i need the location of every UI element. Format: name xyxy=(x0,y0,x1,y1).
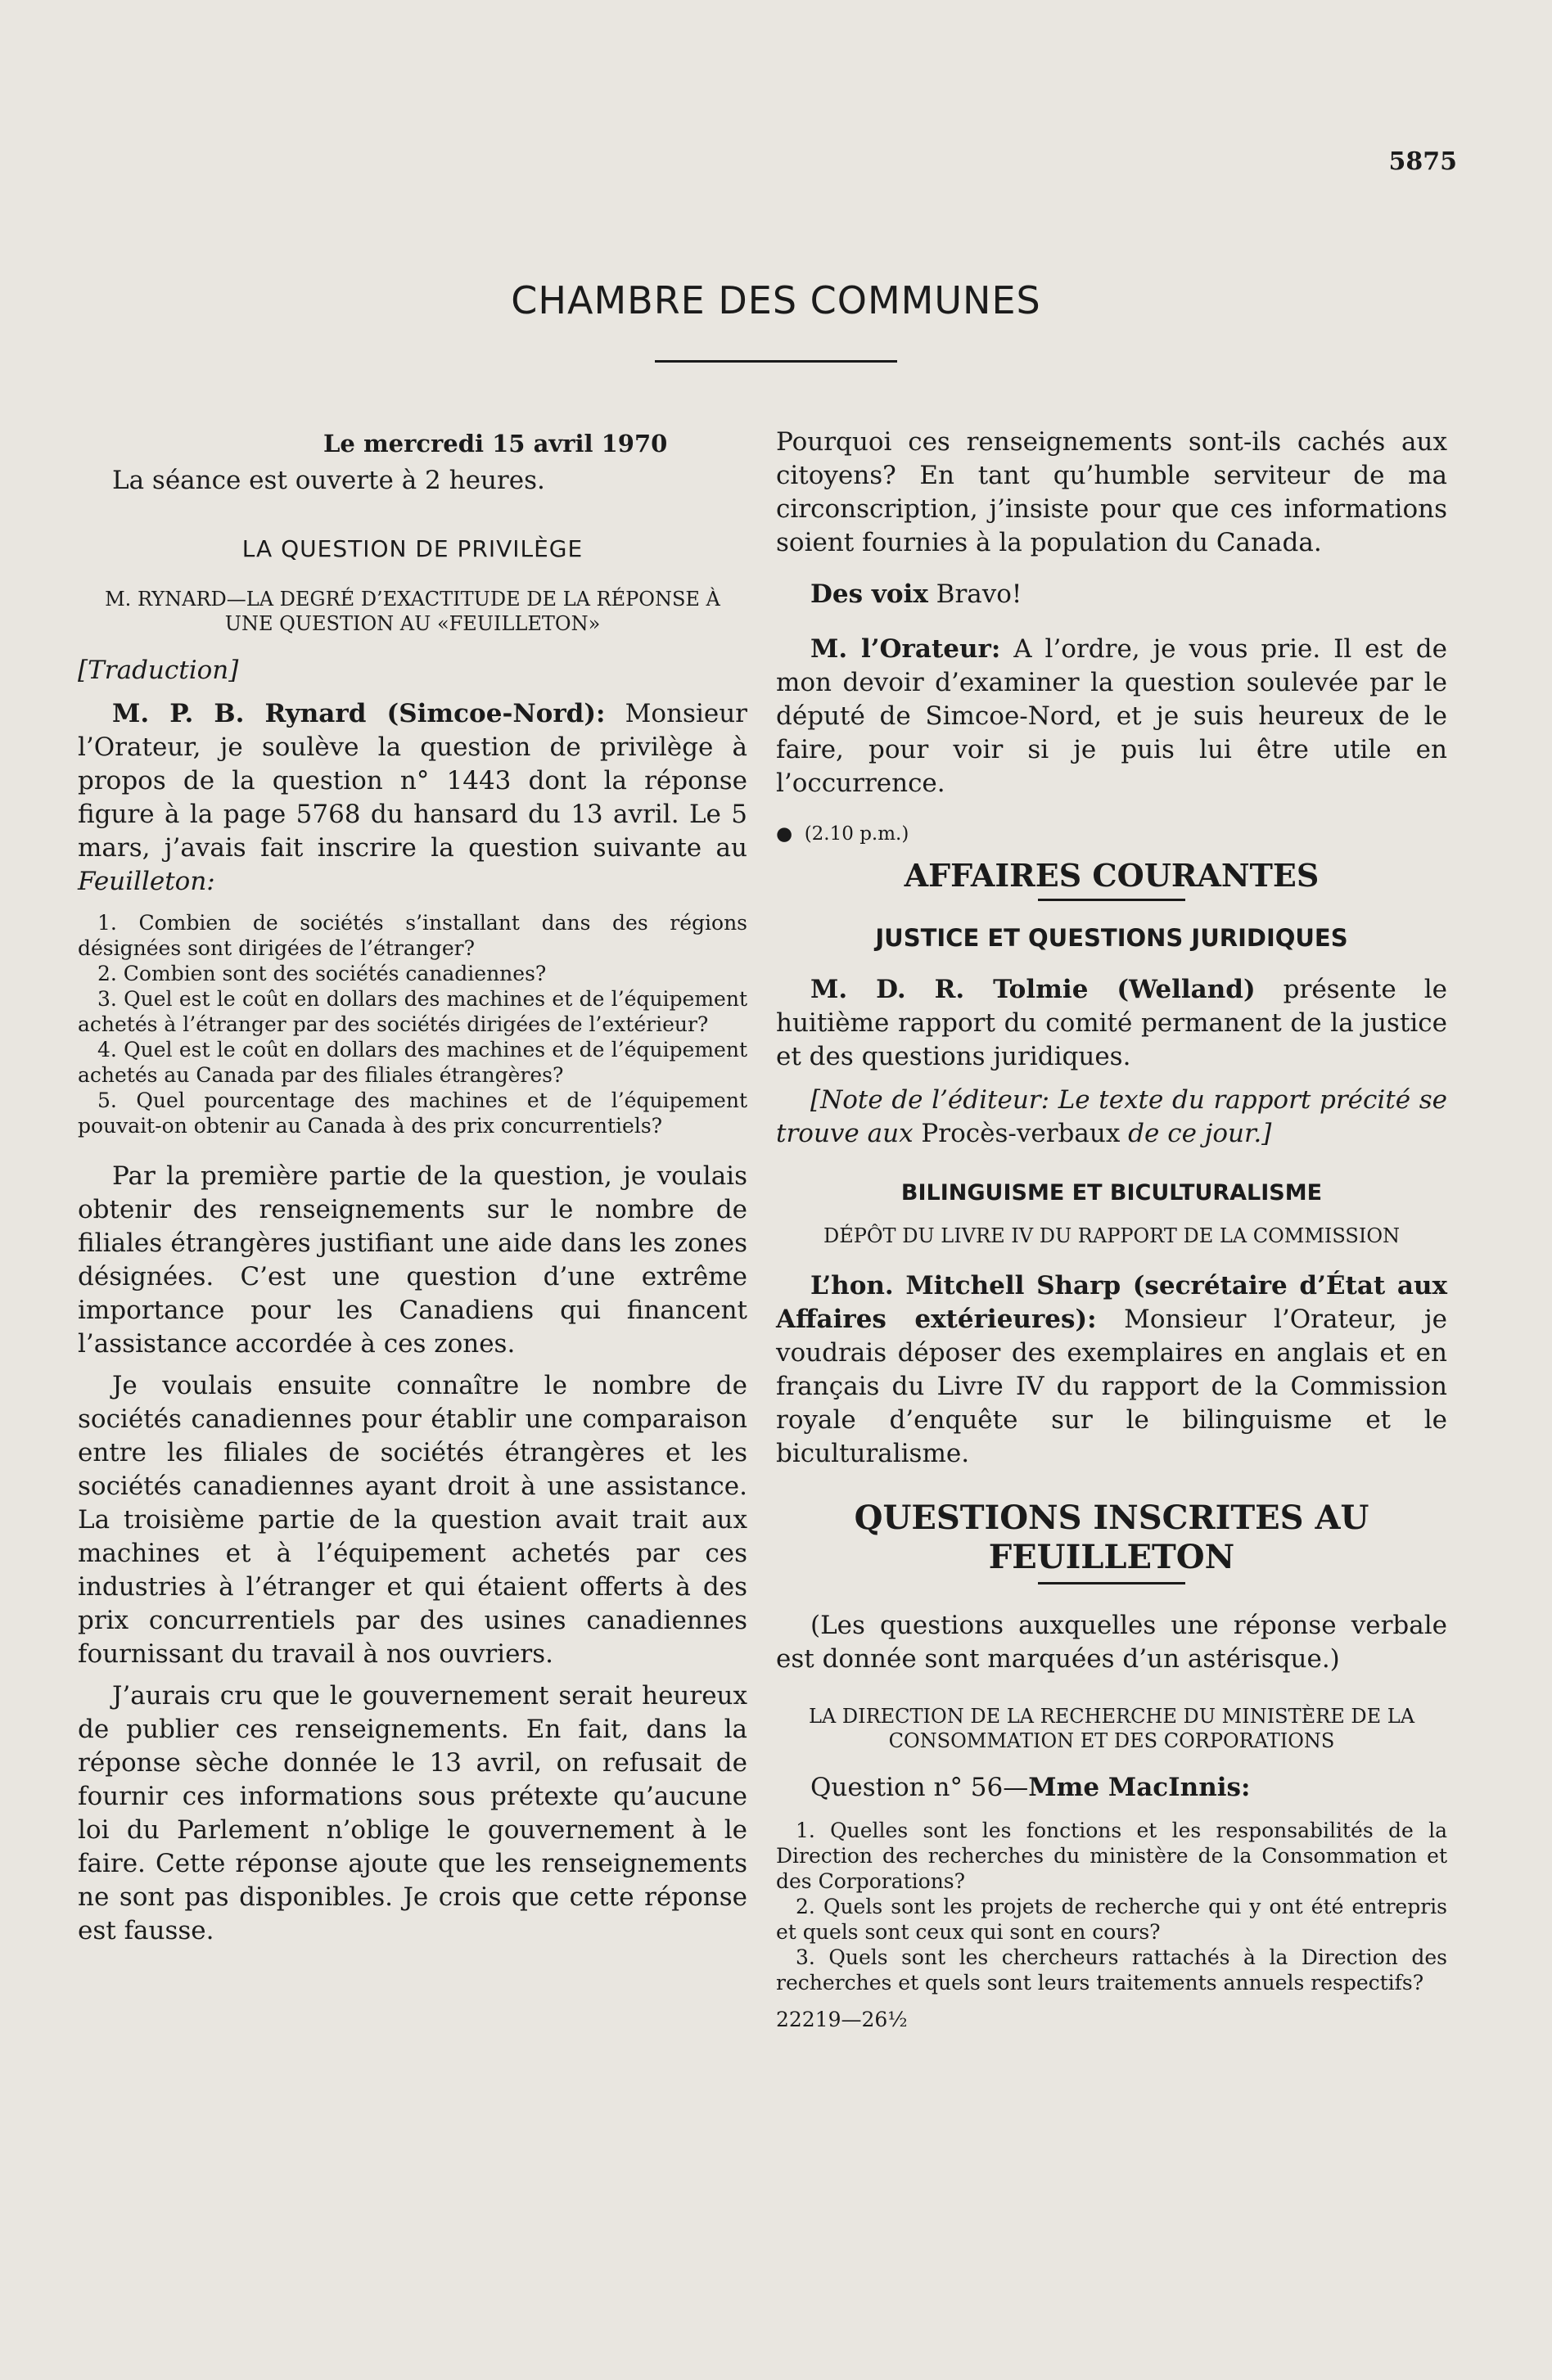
bilinguisme-heading: BILINGUISME ET BICULTURALISME xyxy=(900,1180,1323,1206)
opening-line: La séance est ouverte à 2 heures. xyxy=(112,466,545,495)
question-item: 4. Quel est le coût en dollars des machines et de l’équipement achetés au Canada par des filiales étrangères? xyxy=(78,1038,747,1087)
question-item: 5. Quel pourcentage des machines et de l’équipement pouvait-on obtenir au Canada à des prix concurrentiels? xyxy=(78,1089,747,1138)
note-part: Procès-verbaux xyxy=(921,1119,1121,1148)
editor-note xyxy=(776,1084,1447,1151)
page-title: CHAMBRE DES COMMUNES xyxy=(511,278,1041,322)
body-paragraph: Je voulais ensuite connaître le nombre de sociétés canadiennes pour établir une comparaison entre les filiales de sociétés étrangères et les sociétés canadiennes ayant droit à une assistance. La troisième partie de la question avait trait aux machines et à l’équipement achetés par ces industries à l’étranger et qui étaient offerts à des prix concurrentiels par des usines canadiennes fournissant du travail à nos ouvriers. xyxy=(78,1371,747,1669)
rynard-speech-text: Monsieur l’Orateur, je soulève la question de privilège à propos de la question n° 1443 dont la réponse figure à la page 5768 du hansard du 13 avril. Le 5 mars, j’avais fait inscrire la question suivante au xyxy=(78,699,747,863)
voix-line xyxy=(776,578,1447,611)
time-text: (2.10 p.m.) xyxy=(804,823,909,845)
question-header xyxy=(776,1771,1447,1805)
question-item: 1. Combien de sociétés s’installant dans des régions désignées sont dirigées de l’étranger? xyxy=(78,911,747,960)
question-label: Question n° 56— xyxy=(810,1773,1029,1802)
title-rule xyxy=(655,360,897,363)
questions-heading: QUESTIONS INSCRITES AU FEUILLETON xyxy=(854,1499,1369,1576)
question-item: 2. Combien sont des sociétés canadiennes? xyxy=(97,962,547,985)
sharp-text: Monsieur l’Orateur, je voudrais déposer des exemplaires en anglais et en français du Livre IV du rapport de la Commission royale d’enquête sur le bilinguisme et le biculturalisme. xyxy=(776,1305,1447,1468)
speaker-orateur: M. l’Orateur: xyxy=(810,634,1001,664)
footer-code: 22219—26½ xyxy=(776,2008,908,2031)
right-column xyxy=(776,426,1447,2032)
orateur-speech xyxy=(776,633,1447,800)
page-number: 5875 xyxy=(1388,147,1457,176)
orateur-text: A l’ordre, je vous prie. Il est de mon devoir d’examiner la question soulevée par le député de Simcoe-Nord, et je suis heureux de le faire, pour voir si je puis lui être utile en l’occurrence. xyxy=(776,634,1447,798)
tolmie-line xyxy=(776,973,1447,1074)
body-paragraph: Pourquoi ces renseignements sont-ils cachés aux citoyens? En tant qu’humble serviteur de ma circonscription, j’insiste pour que ces informations soient fournies à la population du Canada. xyxy=(776,427,1447,557)
session-date: Le mercredi 15 avril 1970 xyxy=(323,430,668,458)
speaker-voix: Des voix xyxy=(810,579,928,609)
question-item: 2. Quels sont les projets de recherche qui y ont été entrepris et quels sont ceux qui sont en cours? xyxy=(776,1895,1447,1944)
section-rule xyxy=(1038,1582,1185,1584)
rynard-speech xyxy=(78,697,747,899)
affaires-heading: AFFAIRES COURANTES xyxy=(904,857,1320,894)
speaker-sharp: L’hon. Mitchell Sharp (secrétaire d’État aux Affaires extérieures): xyxy=(776,1271,1447,1334)
left-column xyxy=(78,426,747,1948)
traduction-note: [Traduction] xyxy=(78,656,239,685)
body-paragraph: Par la première partie de la question, je voulais obtenir des renseignements sur le nombre de filiales étrangères justifiant une aide dans les zones désignées. C’est une question d’une extrême importance pour les Canadiens qui financent l’assistance accordée à ces zones. xyxy=(78,1161,747,1359)
speaker-tolmie: M. D. R. Tolmie (Welland) xyxy=(810,975,1256,1004)
feuilleton-word: Feuilleton: xyxy=(78,867,215,896)
bullet-icon: ● xyxy=(776,823,793,845)
voix-text: Bravo! xyxy=(936,579,1022,609)
questions-note: (Les questions auxquelles une réponse verbale est donnée sont marquées d’un astérisque.) xyxy=(776,1611,1447,1674)
privilege-subheading: M. RYNARD—LA DEGRÉ D’EXACTITUDE DE LA RÉPONSE À UNE QUESTION AU «FEUILLETON» xyxy=(105,588,720,635)
question-item: 1. Quelles sont les fonctions et les responsabilités de la Direction des recherches du ministère de la Consommation et des Corporations? xyxy=(776,1819,1447,1893)
depot-heading: DÉPÔT DU LIVRE IV DU RAPPORT DE LA COMMISSION xyxy=(823,1224,1401,1247)
question-asker: Mme MacInnis: xyxy=(1028,1773,1251,1802)
question-item: 3. Quels sont les chercheurs rattachés à la Direction des recherches et quels sont leurs traitements annuels respectifs? xyxy=(776,1945,1447,1995)
section-rule xyxy=(1038,899,1185,901)
note-part: [Note de l’éditeur: Le texte du rapport précité se trouve aux xyxy=(776,1085,1447,1148)
tolmie-text: présente le huitième rapport du comité permanent de la justice et des questions juridiques. xyxy=(776,975,1447,1071)
rynard-questions xyxy=(78,910,747,1138)
body-paragraph: J’aurais cru que le gouvernement serait heureux de publier ces renseignements. En fait, dans la réponse sèche donnée le 13 avril, on refusait de fournir ces informations sous prétexte qu’aucune loi du Parlement n’oblige le gouvernement à le faire. Cette réponse ajoute que les renseignements ne sont pas disponibles. Je crois que cette réponse est fausse. xyxy=(78,1681,747,1945)
note-part: de ce jour.] xyxy=(1128,1119,1272,1148)
direction-heading: LA DIRECTION DE LA RECHERCHE DU MINISTÈRE DE LA CONSOMMATION ET DES CORPORATIONS xyxy=(808,1705,1415,1752)
justice-heading: JUSTICE ET QUESTIONS JURIDIQUES xyxy=(875,924,1348,952)
privilege-heading: LA QUESTION DE PRIVILÈGE xyxy=(241,535,584,562)
sharp-speech xyxy=(776,1269,1447,1471)
macinnis-questions xyxy=(776,1818,1447,1995)
time-marker xyxy=(776,823,1447,845)
question-item: 3. Quel est le coût en dollars des machines et de l’équipement achetés à l’étranger par des sociétés dirigées de l’extérieur? xyxy=(78,987,747,1036)
speaker-rynard: M. P. B. Rynard (Simcoe-Nord): xyxy=(112,699,606,728)
